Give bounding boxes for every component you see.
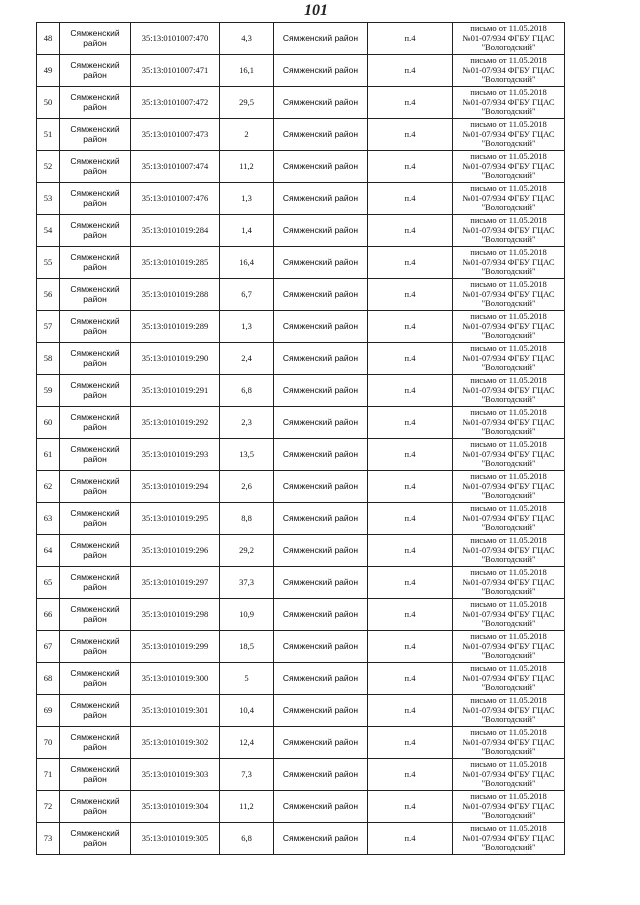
basis-line: "Вологодский" <box>481 778 536 789</box>
basis-line: письмо от 11.05.2018 <box>470 407 547 418</box>
area-cell: 7,3 <box>220 759 274 791</box>
row-number-cell: 50 <box>37 87 60 119</box>
table-row <box>37 727 565 759</box>
location-district-cell: Сямженский район <box>274 375 368 407</box>
area-cell: 2,4 <box>220 343 274 375</box>
location-district-cell: Сямженский район <box>274 631 368 663</box>
district-cell: Сямженский район <box>60 599 131 631</box>
page-number: 101 <box>304 2 328 19</box>
cadastral-number-cell: 35:13:0101019:299 <box>131 631 220 663</box>
district-cell: Сямженский район <box>60 87 131 119</box>
area-cell: 2,6 <box>220 471 274 503</box>
basis-line: №01-07/934 ФГБУ ГЦАС <box>462 832 555 843</box>
basis-line: "Вологодский" <box>481 330 536 341</box>
table-row <box>37 695 565 727</box>
basis-document-cell <box>453 23 565 55</box>
item-cell: п.4 <box>368 727 453 759</box>
basis-line: №01-07/934 ФГБУ ГЦАС <box>462 800 555 811</box>
basis-line: письмо от 11.05.2018 <box>470 791 547 802</box>
area-cell: 37,3 <box>220 567 274 599</box>
table-row <box>37 631 565 663</box>
cadastral-number-cell: 35:13:0101007:470 <box>131 23 220 55</box>
basis-line: письмо от 11.05.2018 <box>470 215 547 226</box>
cadastral-number-cell: 35:13:0101007:471 <box>131 55 220 87</box>
area-cell: 6,7 <box>220 279 274 311</box>
area-cell: 10,4 <box>220 695 274 727</box>
basis-document-cell <box>453 503 565 535</box>
table-row <box>37 791 565 823</box>
basis-line: "Вологодский" <box>481 586 536 597</box>
table-row <box>37 471 565 503</box>
basis-document-cell <box>453 631 565 663</box>
basis-line: №01-07/934 ФГБУ ГЦАС <box>462 576 555 587</box>
district-cell: Сямженский район <box>60 503 131 535</box>
land-plot-register-table <box>36 22 565 855</box>
basis-line: №01-07/934 ФГБУ ГЦАС <box>462 128 555 139</box>
basis-document-cell <box>453 663 565 695</box>
table-row <box>37 215 565 247</box>
area-cell: 1,3 <box>220 183 274 215</box>
basis-line: №01-07/934 ФГБУ ГЦАС <box>462 384 555 395</box>
cadastral-number-cell: 35:13:0101019:296 <box>131 535 220 567</box>
location-district-cell: Сямженский район <box>274 567 368 599</box>
cadastral-number-cell: 35:13:0101019:292 <box>131 407 220 439</box>
basis-line: "Вологодский" <box>481 74 536 85</box>
district-cell: Сямженский район <box>60 823 131 855</box>
cadastral-number-cell: 35:13:0101019:291 <box>131 375 220 407</box>
table-row <box>37 23 565 55</box>
cadastral-number-cell: 35:13:0101007:474 <box>131 151 220 183</box>
item-cell: п.4 <box>368 471 453 503</box>
area-cell: 16,4 <box>220 247 274 279</box>
item-cell: п.4 <box>368 247 453 279</box>
table-row <box>37 247 565 279</box>
basis-line: письмо от 11.05.2018 <box>470 119 547 130</box>
row-number-cell: 63 <box>37 503 60 535</box>
basis-line: письмо от 11.05.2018 <box>470 727 547 738</box>
item-cell: п.4 <box>368 535 453 567</box>
area-cell: 13,5 <box>220 439 274 471</box>
row-number-cell: 66 <box>37 599 60 631</box>
basis-line: письмо от 11.05.2018 <box>470 663 547 674</box>
basis-line: №01-07/934 ФГБУ ГЦАС <box>462 736 555 747</box>
basis-line: "Вологодский" <box>481 618 536 629</box>
basis-line: "Вологодский" <box>481 426 536 437</box>
basis-line: письмо от 11.05.2018 <box>470 535 547 546</box>
basis-line: №01-07/934 ФГБУ ГЦАС <box>462 288 555 299</box>
basis-line: "Вологодский" <box>481 682 536 693</box>
basis-line: №01-07/934 ФГБУ ГЦАС <box>462 544 555 555</box>
basis-line: №01-07/934 ФГБУ ГЦАС <box>462 672 555 683</box>
basis-line: №01-07/934 ФГБУ ГЦАС <box>462 352 555 363</box>
row-number-cell: 55 <box>37 247 60 279</box>
item-cell: п.4 <box>368 87 453 119</box>
basis-line: "Вологодский" <box>481 202 536 213</box>
area-cell: 2 <box>220 119 274 151</box>
district-cell: Сямженский район <box>60 279 131 311</box>
district-cell: Сямженский район <box>60 695 131 727</box>
table-row <box>37 279 565 311</box>
basis-line: №01-07/934 ФГБУ ГЦАС <box>462 640 555 651</box>
location-district-cell: Сямженский район <box>274 119 368 151</box>
area-cell: 4,3 <box>220 23 274 55</box>
row-number-cell: 61 <box>37 439 60 471</box>
item-cell: п.4 <box>368 503 453 535</box>
table-row <box>37 535 565 567</box>
district-cell: Сямженский район <box>60 375 131 407</box>
row-number-cell: 49 <box>37 55 60 87</box>
area-cell: 8,8 <box>220 503 274 535</box>
table-row <box>37 439 565 471</box>
basis-document-cell <box>453 375 565 407</box>
basis-line: №01-07/934 ФГБУ ГЦАС <box>462 320 555 331</box>
cadastral-number-cell: 35:13:0101019:293 <box>131 439 220 471</box>
cadastral-number-cell: 35:13:0101019:295 <box>131 503 220 535</box>
basis-line: №01-07/934 ФГБУ ГЦАС <box>462 512 555 523</box>
item-cell: п.4 <box>368 823 453 855</box>
basis-line: письмо от 11.05.2018 <box>470 311 547 322</box>
basis-document-cell <box>453 567 565 599</box>
cadastral-number-cell: 35:13:0101019:303 <box>131 759 220 791</box>
district-cell: Сямженский район <box>60 215 131 247</box>
basis-line: "Вологодский" <box>481 298 536 309</box>
basis-line: "Вологодский" <box>481 714 536 725</box>
basis-line: №01-07/934 ФГБУ ГЦАС <box>462 96 555 107</box>
table-row <box>37 311 565 343</box>
basis-document-cell <box>453 311 565 343</box>
item-cell: п.4 <box>368 631 453 663</box>
district-cell: Сямженский район <box>60 407 131 439</box>
location-district-cell: Сямженский район <box>274 759 368 791</box>
basis-line: "Вологодский" <box>481 490 536 501</box>
basis-line: письмо от 11.05.2018 <box>470 695 547 706</box>
item-cell: п.4 <box>368 55 453 87</box>
row-number-cell: 56 <box>37 279 60 311</box>
area-cell: 5 <box>220 663 274 695</box>
cadastral-number-cell: 35:13:0101019:284 <box>131 215 220 247</box>
table-row <box>37 343 565 375</box>
item-cell: п.4 <box>368 695 453 727</box>
basis-line: "Вологодский" <box>481 394 536 405</box>
district-cell: Сямженский район <box>60 471 131 503</box>
row-number-cell: 67 <box>37 631 60 663</box>
basis-line: "Вологодский" <box>481 138 536 149</box>
basis-line: письмо от 11.05.2018 <box>470 567 547 578</box>
item-cell: п.4 <box>368 343 453 375</box>
basis-line: №01-07/934 ФГБУ ГЦАС <box>462 192 555 203</box>
basis-line: "Вологодский" <box>481 810 536 821</box>
area-cell: 29,5 <box>220 87 274 119</box>
table-row <box>37 119 565 151</box>
location-district-cell: Сямженский район <box>274 407 368 439</box>
basis-line: письмо от 11.05.2018 <box>470 375 547 386</box>
location-district-cell: Сямженский район <box>274 215 368 247</box>
item-cell: п.4 <box>368 215 453 247</box>
basis-line: №01-07/934 ФГБУ ГЦАС <box>462 704 555 715</box>
item-cell: п.4 <box>368 791 453 823</box>
basis-document-cell <box>453 119 565 151</box>
basis-document-cell <box>453 87 565 119</box>
item-cell: п.4 <box>368 407 453 439</box>
basis-document-cell <box>453 695 565 727</box>
row-number-cell: 68 <box>37 663 60 695</box>
table-row <box>37 183 565 215</box>
district-cell: Сямженский район <box>60 23 131 55</box>
cadastral-number-cell: 35:13:0101019:298 <box>131 599 220 631</box>
cadastral-number-cell: 35:13:0101019:297 <box>131 567 220 599</box>
basis-line: письмо от 11.05.2018 <box>470 87 547 98</box>
item-cell: п.4 <box>368 119 453 151</box>
location-district-cell: Сямженский район <box>274 183 368 215</box>
basis-line: письмо от 11.05.2018 <box>470 55 547 66</box>
cadastral-number-cell: 35:13:0101019:288 <box>131 279 220 311</box>
basis-document-cell <box>453 727 565 759</box>
row-number-cell: 65 <box>37 567 60 599</box>
basis-line: №01-07/934 ФГБУ ГЦАС <box>462 448 555 459</box>
location-district-cell: Сямженский район <box>274 823 368 855</box>
item-cell: п.4 <box>368 151 453 183</box>
location-district-cell: Сямженский район <box>274 503 368 535</box>
table-row <box>37 599 565 631</box>
location-district-cell: Сямженский район <box>274 343 368 375</box>
location-district-cell: Сямженский район <box>274 279 368 311</box>
row-number-cell: 70 <box>37 727 60 759</box>
area-cell: 12,4 <box>220 727 274 759</box>
row-number-cell: 57 <box>37 311 60 343</box>
cadastral-number-cell: 35:13:0101007:473 <box>131 119 220 151</box>
row-number-cell: 59 <box>37 375 60 407</box>
basis-document-cell <box>453 471 565 503</box>
cadastral-number-cell: 35:13:0101019:290 <box>131 343 220 375</box>
basis-document-cell <box>453 439 565 471</box>
basis-line: №01-07/934 ФГБУ ГЦАС <box>462 608 555 619</box>
basis-document-cell <box>453 343 565 375</box>
location-district-cell: Сямженский район <box>274 471 368 503</box>
register-body <box>37 23 565 855</box>
table-row <box>37 87 565 119</box>
location-district-cell: Сямженский район <box>274 439 368 471</box>
district-cell: Сямженский район <box>60 55 131 87</box>
table-row <box>37 375 565 407</box>
area-cell: 10,9 <box>220 599 274 631</box>
item-cell: п.4 <box>368 279 453 311</box>
basis-line: письмо от 11.05.2018 <box>470 23 547 34</box>
area-cell: 29,2 <box>220 535 274 567</box>
basis-line: письмо от 11.05.2018 <box>470 247 547 258</box>
basis-line: письмо от 11.05.2018 <box>470 631 547 642</box>
basis-line: письмо от 11.05.2018 <box>470 823 547 834</box>
district-cell: Сямженский район <box>60 247 131 279</box>
basis-line: "Вологодский" <box>481 42 536 53</box>
basis-document-cell <box>453 535 565 567</box>
basis-line: №01-07/934 ФГБУ ГЦАС <box>462 224 555 235</box>
location-district-cell: Сямженский район <box>274 599 368 631</box>
cadastral-number-cell: 35:13:0101019:304 <box>131 791 220 823</box>
area-cell: 1,4 <box>220 215 274 247</box>
basis-document-cell <box>453 151 565 183</box>
district-cell: Сямженский район <box>60 119 131 151</box>
district-cell: Сямженский район <box>60 151 131 183</box>
basis-line: "Вологодский" <box>481 234 536 245</box>
table-row <box>37 151 565 183</box>
item-cell: п.4 <box>368 183 453 215</box>
item-cell: п.4 <box>368 599 453 631</box>
row-number-cell: 69 <box>37 695 60 727</box>
row-number-cell: 64 <box>37 535 60 567</box>
area-cell: 1,3 <box>220 311 274 343</box>
cadastral-number-cell: 35:13:0101019:301 <box>131 695 220 727</box>
district-cell: Сямженский район <box>60 311 131 343</box>
cadastral-number-cell: 35:13:0101019:289 <box>131 311 220 343</box>
basis-line: №01-07/934 ФГБУ ГЦАС <box>462 32 555 43</box>
district-cell: Сямженский район <box>60 663 131 695</box>
item-cell: п.4 <box>368 439 453 471</box>
basis-document-cell <box>453 55 565 87</box>
item-cell: п.4 <box>368 375 453 407</box>
district-cell: Сямженский район <box>60 535 131 567</box>
basis-line: письмо от 11.05.2018 <box>470 279 547 290</box>
location-district-cell: Сямженский район <box>274 311 368 343</box>
basis-line: письмо от 11.05.2018 <box>470 471 547 482</box>
row-number-cell: 73 <box>37 823 60 855</box>
basis-line: №01-07/934 ФГБУ ГЦАС <box>462 160 555 171</box>
area-cell: 11,2 <box>220 791 274 823</box>
table-row <box>37 567 565 599</box>
basis-line: "Вологодский" <box>481 266 536 277</box>
location-district-cell: Сямженский район <box>274 247 368 279</box>
cadastral-number-cell: 35:13:0101019:302 <box>131 727 220 759</box>
basis-line: №01-07/934 ФГБУ ГЦАС <box>462 64 555 75</box>
location-district-cell: Сямженский район <box>274 87 368 119</box>
basis-line: "Вологодский" <box>481 362 536 373</box>
location-district-cell: Сямженский район <box>274 151 368 183</box>
cadastral-number-cell: 35:13:0101019:294 <box>131 471 220 503</box>
location-district-cell: Сямженский район <box>274 23 368 55</box>
row-number-cell: 51 <box>37 119 60 151</box>
area-cell: 6,8 <box>220 375 274 407</box>
basis-line: "Вологодский" <box>481 746 536 757</box>
district-cell: Сямженский район <box>60 439 131 471</box>
area-cell: 2,3 <box>220 407 274 439</box>
location-district-cell: Сямженский район <box>274 663 368 695</box>
basis-line: №01-07/934 ФГБУ ГЦАС <box>462 480 555 491</box>
basis-document-cell <box>453 599 565 631</box>
location-district-cell: Сямженский район <box>274 535 368 567</box>
row-number-cell: 54 <box>37 215 60 247</box>
area-cell: 18,5 <box>220 631 274 663</box>
basis-document-cell <box>453 791 565 823</box>
row-number-cell: 58 <box>37 343 60 375</box>
row-number-cell: 72 <box>37 791 60 823</box>
table-row <box>37 55 565 87</box>
basis-document-cell <box>453 279 565 311</box>
table-row <box>37 663 565 695</box>
basis-line: №01-07/934 ФГБУ ГЦАС <box>462 416 555 427</box>
row-number-cell: 53 <box>37 183 60 215</box>
cadastral-number-cell: 35:13:0101007:472 <box>131 87 220 119</box>
district-cell: Сямженский район <box>60 631 131 663</box>
item-cell: п.4 <box>368 759 453 791</box>
area-cell: 6,8 <box>220 823 274 855</box>
row-number-cell: 71 <box>37 759 60 791</box>
basis-document-cell <box>453 407 565 439</box>
basis-line: письмо от 11.05.2018 <box>470 439 547 450</box>
basis-line: "Вологодский" <box>481 650 536 661</box>
cadastral-number-cell: 35:13:0101007:476 <box>131 183 220 215</box>
district-cell: Сямженский район <box>60 343 131 375</box>
district-cell: Сямженский район <box>60 727 131 759</box>
area-cell: 16,1 <box>220 55 274 87</box>
table-row <box>37 407 565 439</box>
area-cell: 11,2 <box>220 151 274 183</box>
location-district-cell: Сямженский район <box>274 695 368 727</box>
basis-line: письмо от 11.05.2018 <box>470 151 547 162</box>
basis-line: письмо от 11.05.2018 <box>470 503 547 514</box>
row-number-cell: 62 <box>37 471 60 503</box>
basis-document-cell <box>453 183 565 215</box>
location-district-cell: Сямженский район <box>274 727 368 759</box>
basis-line: письмо от 11.05.2018 <box>470 759 547 770</box>
district-cell: Сямженский район <box>60 759 131 791</box>
table-row <box>37 759 565 791</box>
district-cell: Сямженский район <box>60 791 131 823</box>
cadastral-number-cell: 35:13:0101019:305 <box>131 823 220 855</box>
location-district-cell: Сямженский район <box>274 55 368 87</box>
item-cell: п.4 <box>368 311 453 343</box>
item-cell: п.4 <box>368 663 453 695</box>
basis-line: "Вологодский" <box>481 554 536 565</box>
basis-line: "Вологодский" <box>481 842 536 853</box>
basis-line: письмо от 11.05.2018 <box>470 343 547 354</box>
basis-document-cell <box>453 215 565 247</box>
basis-document-cell <box>453 823 565 855</box>
item-cell: п.4 <box>368 567 453 599</box>
basis-line: "Вологодский" <box>481 458 536 469</box>
item-cell: п.4 <box>368 23 453 55</box>
basis-line: "Вологодский" <box>481 522 536 533</box>
basis-line: "Вологодский" <box>481 106 536 117</box>
location-district-cell: Сямженский район <box>274 791 368 823</box>
basis-line: "Вологодский" <box>481 170 536 181</box>
basis-line: №01-07/934 ФГБУ ГЦАС <box>462 768 555 779</box>
row-number-cell: 48 <box>37 23 60 55</box>
cadastral-number-cell: 35:13:0101019:285 <box>131 247 220 279</box>
basis-document-cell <box>453 247 565 279</box>
district-cell: Сямженский район <box>60 567 131 599</box>
table-row <box>37 823 565 855</box>
basis-document-cell <box>453 759 565 791</box>
cadastral-number-cell: 35:13:0101019:300 <box>131 663 220 695</box>
basis-line: письмо от 11.05.2018 <box>470 599 547 610</box>
basis-line: письмо от 11.05.2018 <box>470 183 547 194</box>
table-row <box>37 503 565 535</box>
row-number-cell: 52 <box>37 151 60 183</box>
district-cell: Сямженский район <box>60 183 131 215</box>
row-number-cell: 60 <box>37 407 60 439</box>
basis-line: №01-07/934 ФГБУ ГЦАС <box>462 256 555 267</box>
